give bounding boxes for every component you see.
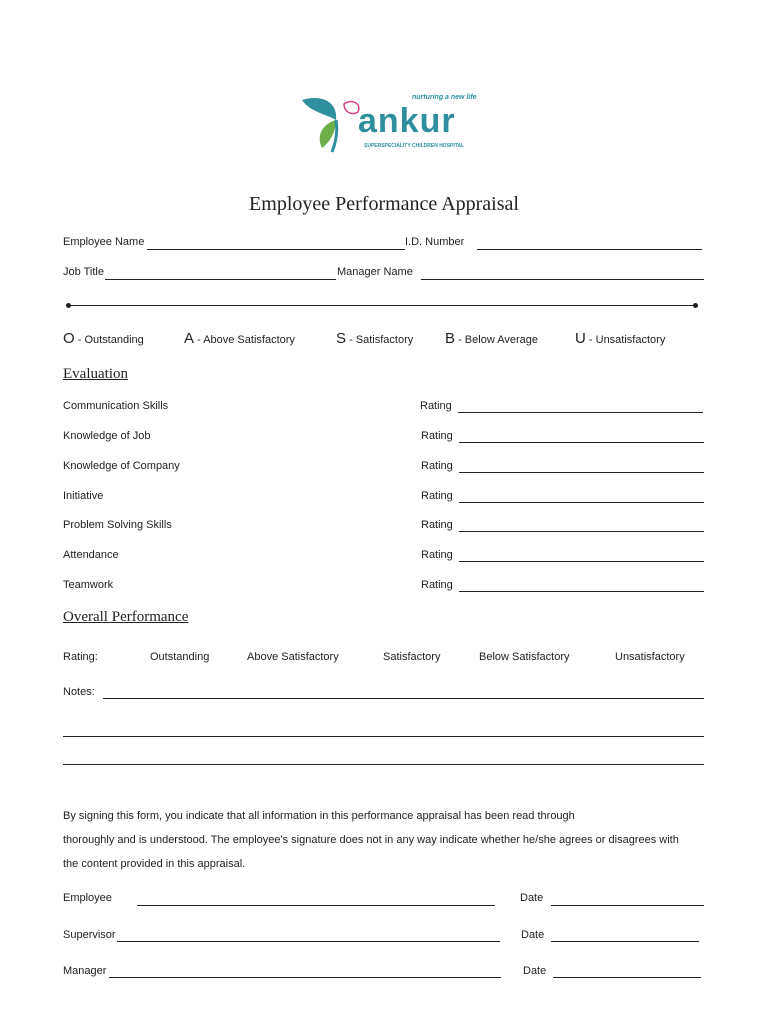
divider-dot-right bbox=[693, 303, 698, 308]
notes-field[interactable] bbox=[103, 698, 704, 699]
eval-rating-field[interactable] bbox=[459, 472, 704, 473]
evaluation-heading: Evaluation bbox=[63, 366, 128, 382]
scale-satisfactory: S - Satisfactory bbox=[336, 330, 414, 347]
eval-item: Initiative bbox=[63, 490, 104, 502]
eval-item: Teamwork bbox=[63, 579, 114, 591]
eval-item: Knowledge of Job bbox=[63, 430, 151, 442]
overall-option-unsatisfactory[interactable]: Unsatisfactory bbox=[615, 651, 685, 663]
eval-rating-field[interactable] bbox=[459, 531, 704, 532]
supervisor-signature-label: Supervisor bbox=[63, 929, 116, 941]
disclaimer-line: By signing this form, you indicate that all information in this performance appraisal has been read through bbox=[63, 810, 575, 822]
job-title-field[interactable] bbox=[105, 279, 336, 280]
logo-subtitle: SUPERSPECIALITY CHILDREN HOSPITAL bbox=[364, 143, 465, 149]
manager-signature-label: Manager bbox=[63, 965, 107, 977]
overall-rating-label: Rating: bbox=[63, 651, 98, 663]
employee-name-label: Employee Name bbox=[63, 236, 145, 248]
eval-rating-label: Rating bbox=[421, 519, 453, 531]
scale-unsatisfactory: U - Unsatisfactory bbox=[575, 330, 666, 347]
eval-item: Knowledge of Company bbox=[63, 460, 180, 472]
overall-option-below-satisfactory[interactable]: Below Satisfactory bbox=[479, 651, 570, 663]
eval-rating-label: Rating bbox=[421, 549, 453, 561]
divider-dot-left bbox=[66, 303, 71, 308]
overall-option-satisfactory[interactable]: Satisfactory bbox=[383, 651, 441, 663]
eval-rating-field[interactable] bbox=[459, 442, 704, 443]
scale-outstanding: O - Outstanding bbox=[63, 330, 144, 347]
overall-option-above-satisfactory[interactable]: Above Satisfactory bbox=[247, 651, 339, 663]
supervisor-date-label: Date bbox=[521, 929, 545, 941]
scale-above-satisfactory: A - Above Satisfactory bbox=[184, 330, 295, 347]
id-number-label: I.D. Number bbox=[405, 236, 465, 248]
scale-below-average: B - Below Average bbox=[445, 330, 538, 347]
eval-rating-field[interactable] bbox=[459, 561, 704, 562]
manager-name-label: Manager Name bbox=[337, 266, 413, 278]
disclaimer-line: the content provided in this appraisal. bbox=[63, 858, 246, 870]
eval-rating-field[interactable] bbox=[458, 412, 703, 413]
eval-item: Attendance bbox=[63, 549, 119, 561]
divider bbox=[68, 305, 696, 306]
id-number-field[interactable] bbox=[477, 249, 702, 250]
eval-rating-field[interactable] bbox=[459, 591, 704, 592]
eval-rating-field[interactable] bbox=[459, 502, 704, 503]
notes-label: Notes: bbox=[63, 686, 95, 698]
overall-option-outstanding[interactable]: Outstanding bbox=[150, 651, 210, 663]
manager-date-field[interactable] bbox=[553, 977, 701, 978]
eval-item: Communication Skills bbox=[63, 400, 169, 412]
employee-date-label: Date bbox=[520, 892, 544, 904]
employee-signature-label: Employee bbox=[63, 892, 112, 904]
supervisor-date-field[interactable] bbox=[551, 941, 699, 942]
employee-date-field[interactable] bbox=[551, 905, 704, 906]
overall-heading: Overall Performance bbox=[63, 609, 189, 625]
eval-rating-label: Rating bbox=[421, 460, 453, 472]
eval-item: Problem Solving Skills bbox=[63, 519, 172, 531]
page-title: Employee Performance Appraisal bbox=[249, 193, 519, 215]
disclaimer-line: thoroughly and is understood. The employee's signature does not in any way indicate whether he/she agrees or disagrees with bbox=[63, 834, 679, 846]
notes-line[interactable] bbox=[63, 764, 704, 765]
eval-rating-label: Rating bbox=[421, 430, 453, 442]
job-title-label: Job Title bbox=[63, 266, 104, 278]
employee-signature-field[interactable] bbox=[137, 905, 495, 906]
notes-line[interactable] bbox=[63, 736, 704, 737]
eval-rating-label: Rating bbox=[421, 490, 453, 502]
supervisor-signature-field[interactable] bbox=[117, 941, 500, 942]
eval-rating-label: Rating bbox=[420, 400, 452, 412]
hospital-logo bbox=[292, 90, 492, 156]
logo-tagline: nurturing a new life bbox=[412, 94, 477, 101]
manager-signature-field[interactable] bbox=[109, 977, 501, 978]
manager-date-label: Date bbox=[523, 965, 547, 977]
eval-rating-label: Rating bbox=[421, 579, 453, 591]
manager-name-field[interactable] bbox=[421, 279, 704, 280]
employee-name-field[interactable] bbox=[147, 249, 405, 250]
leaf-sprout-icon bbox=[292, 92, 362, 154]
logo-wordmark: ankur bbox=[358, 102, 456, 140]
